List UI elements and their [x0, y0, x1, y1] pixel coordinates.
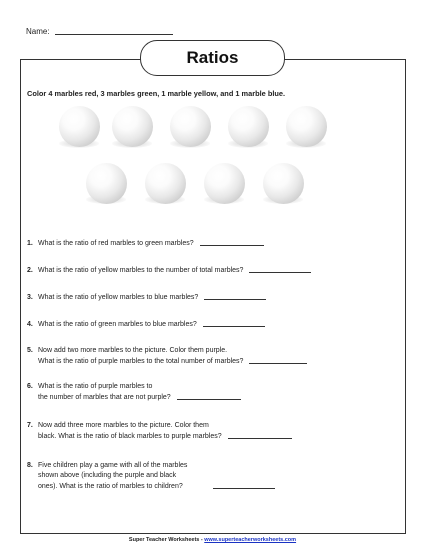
- question-3: [27, 292, 266, 303]
- question-text: What is the ratio of purple marbles to: [38, 383, 153, 390]
- question-text: What is the ratio of green marbles to blue marbles?: [38, 321, 197, 328]
- footer-brand: Super Teacher Worksheets: [128, 537, 200, 543]
- question-text: black. What is the ratio of black marbles to purple marbles?: [38, 433, 222, 440]
- answer-blank[interactable]: [249, 265, 311, 273]
- question-text: shown above (including the purple and black: [38, 472, 177, 479]
- answer-blank[interactable]: [203, 319, 265, 327]
- question-number: 5.: [27, 347, 33, 354]
- question-number: 2.: [27, 267, 33, 274]
- question-text: Now add three more marbles to the picture. Color them: [38, 422, 209, 429]
- marble[interactable]: [86, 163, 127, 204]
- marble[interactable]: [59, 106, 100, 147]
- question-number: 7.: [27, 422, 33, 429]
- answer-blank[interactable]: [249, 356, 307, 364]
- page-title: Ratios: [140, 40, 285, 76]
- question-8: [27, 461, 275, 492]
- question-7: [27, 421, 292, 442]
- question-text: What is the ratio of red marbles to green marbles?: [38, 240, 194, 247]
- question-text: What is the ratio of yellow marbles to the number of total marbles?: [38, 267, 244, 274]
- question-text: What is the ratio of purple marbles to the total number of marbles?: [38, 358, 244, 365]
- question-number: 4.: [27, 321, 33, 328]
- footer-link[interactable]: www.superteacherworksheets.com: [204, 537, 297, 543]
- question-5: [27, 346, 307, 367]
- name-label: Name:: [26, 27, 50, 36]
- question-number: 6.: [27, 383, 33, 390]
- answer-blank[interactable]: [213, 481, 275, 489]
- question-text: Five children play a game with all of the marbles: [38, 462, 188, 469]
- instruction-text: Color 4 marbles red, 3 marbles green, 1 marble yellow, and 1 marble blue.: [27, 89, 286, 98]
- marble[interactable]: [112, 106, 153, 147]
- question-4: [27, 319, 265, 330]
- answer-blank[interactable]: [200, 238, 264, 246]
- marble[interactable]: [263, 163, 304, 204]
- name-row: [26, 26, 173, 36]
- answer-blank[interactable]: [228, 431, 292, 439]
- marble[interactable]: [145, 163, 186, 204]
- question-text: Now add two more marbles to the picture. Color them purple.: [38, 347, 228, 354]
- footer-separator: -: [200, 537, 203, 543]
- marble[interactable]: [170, 106, 211, 147]
- marble[interactable]: [228, 106, 269, 147]
- footer: [0, 537, 425, 543]
- question-6: [27, 382, 241, 403]
- name-blank-line[interactable]: [55, 26, 173, 35]
- question-number: 1.: [27, 240, 33, 247]
- question-2: [27, 265, 311, 276]
- marble[interactable]: [204, 163, 245, 204]
- answer-blank[interactable]: [177, 392, 241, 400]
- question-number: 8.: [27, 462, 33, 469]
- marble[interactable]: [286, 106, 327, 147]
- question-number: 3.: [27, 294, 33, 301]
- question-text: the number of marbles that are not purple?: [38, 394, 171, 401]
- question-1: [27, 238, 264, 249]
- question-text: What is the ratio of yellow marbles to blue marbles?: [38, 294, 199, 301]
- answer-blank[interactable]: [204, 292, 266, 300]
- question-text: ones). What is the ratio of marbles to children?: [38, 483, 183, 490]
